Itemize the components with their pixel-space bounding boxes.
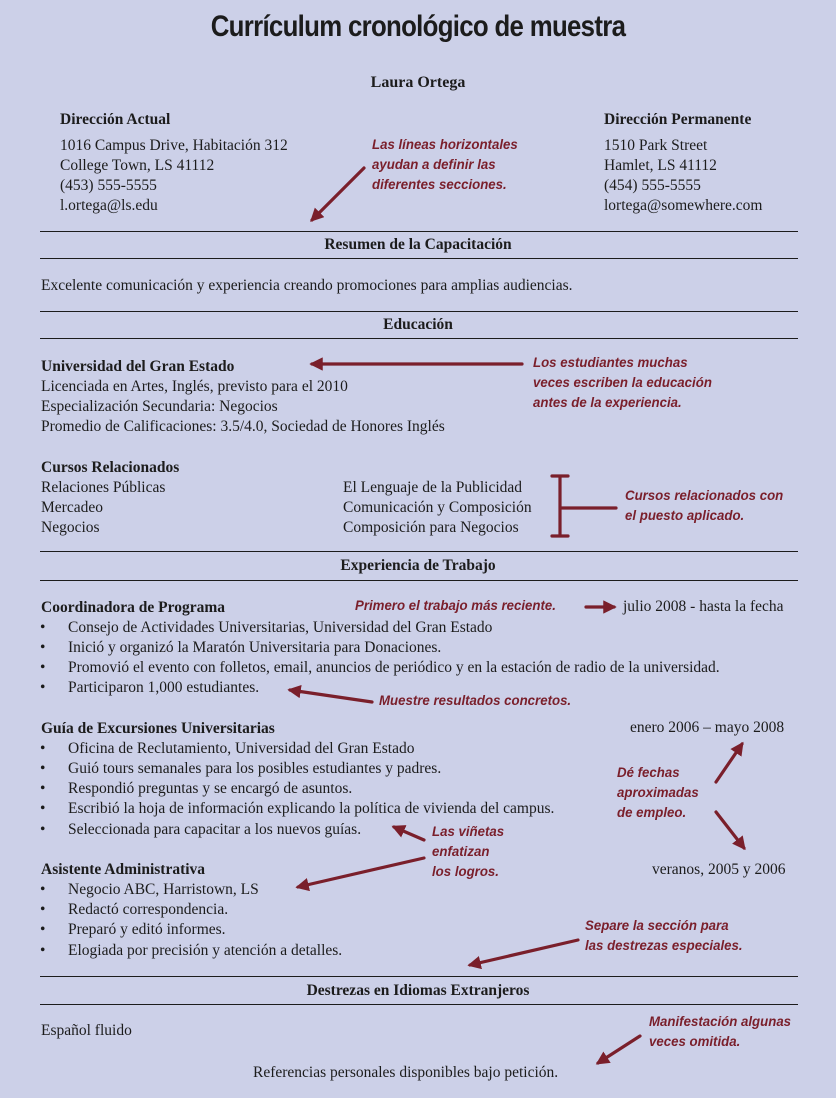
- job-bullet: • Consejo de Actividades Universitarias, Universidad del Gran Estado: [40, 619, 493, 636]
- summary-text: Excelente comunicación y experiencia creando promociones para amplias audiencias.: [41, 277, 573, 294]
- job-dates: julio 2008 - hasta la fecha: [623, 598, 784, 615]
- arrow-dates-down: [716, 812, 744, 848]
- arrow-bullets-down: [298, 858, 424, 887]
- job-bullet-text: Redactó correspondencia.: [68, 901, 229, 918]
- job-bullet-text: Preparó y editó informes.: [68, 921, 226, 938]
- annotation-line: Separe la sección para: [585, 918, 729, 933]
- courses-heading: Cursos Relacionados: [41, 459, 180, 476]
- job-bullet-text: Oficina de Reclutamiento, Universidad del Gran Estado: [68, 740, 415, 757]
- job-bullet: • Elogiada por precisión y atención a detalles.: [40, 942, 343, 959]
- job-bullet: • Respondió preguntas y se encargó de asuntos.: [40, 780, 353, 797]
- job-bullet: • Oficina de Reclutamiento, Universidad del Gran Estado: [40, 740, 415, 757]
- references-note: Referencias personales disponibles bajo petición.: [253, 1064, 559, 1081]
- course-item: Negocios: [41, 519, 100, 536]
- annotation-line: Dé fechas: [617, 765, 680, 780]
- job-bullet: • Redactó correspondencia.: [40, 901, 229, 918]
- job-bullet-text: Escribió la hoja de información explicando la política de vivienda del campus.: [68, 800, 555, 817]
- annotation-line: ayudan a definir las: [372, 157, 496, 172]
- job-dates: enero 2006 – mayo 2008: [630, 719, 785, 736]
- annotation-line: de empleo.: [617, 805, 687, 820]
- annotation-line: aproximadas: [617, 785, 699, 800]
- section-heading-languages: Destrezas en Idiomas Extranjeros: [306, 982, 530, 999]
- job-bullet: • Preparó y editó informes.: [40, 921, 226, 938]
- job-bullet: • Participaron 1,000 estudiantes.: [40, 679, 260, 696]
- current-address-line: l.ortega@ls.edu: [60, 197, 158, 214]
- page-title: Currículum cronológico de muestra: [210, 10, 626, 43]
- course-item: Composición para Negocios: [343, 519, 519, 536]
- course-item: Mercadeo: [41, 499, 103, 516]
- annotation-line: los logros.: [432, 864, 499, 879]
- annotation-line: enfatizan: [432, 844, 490, 859]
- job-bullet-text: Seleccionada para capacitar a los nuevos guías.: [68, 821, 362, 838]
- job-bullet-text: Guió tours semanales para los posibles estudiantes y padres.: [68, 760, 442, 777]
- school-name: Universidad del Gran Estado: [41, 358, 235, 375]
- course-item: Comunicación y Composición: [343, 499, 532, 516]
- job-bullet: • Promovió el evento con folletos, email, anuncios de periódico y en la estación de radio de la universidad.: [40, 659, 720, 676]
- permanent-address-line: lortega@somewhere.com: [604, 197, 763, 214]
- annotation-line: Las líneas horizontales: [372, 137, 518, 152]
- current-address-line: 1016 Campus Drive, Habitación 312: [60, 137, 288, 154]
- job-bullet-text: Consejo de Actividades Universitarias, Universidad del Gran Estado: [68, 619, 493, 636]
- course-item: Relaciones Públicas: [41, 479, 166, 496]
- annotation-line: veces omitida.: [649, 1034, 741, 1049]
- job-bullet: • Seleccionada para capacitar a los nuevos guías.: [40, 821, 362, 838]
- job-bullet-text: Inició y organizó la Maratón Universitaria para Donaciones.: [68, 639, 442, 656]
- arrow-omitted: [598, 1036, 640, 1063]
- job-bullet: • Guió tours semanales para los posibles estudiantes y padres.: [40, 760, 442, 777]
- candidate-name: Laura Ortega: [370, 74, 466, 91]
- permanent-address-line: Hamlet, LS 41112: [604, 157, 717, 174]
- annotation-line: diferentes secciones.: [372, 177, 507, 192]
- section-heading-education: Educación: [383, 316, 453, 333]
- annotation-line: el puesto aplicado.: [625, 508, 745, 523]
- arrow-lines: [312, 168, 364, 220]
- current-address-heading: Dirección Actual: [60, 111, 171, 128]
- section-heading-experience: Experiencia de Trabajo: [340, 557, 496, 574]
- annotation-recent-first: Primero el trabajo más reciente.: [355, 598, 556, 613]
- job-title: Guía de Excursiones Universitarias: [41, 720, 275, 737]
- course-item: El Lenguaje de la Publicidad: [343, 479, 523, 496]
- current-address-line: College Town, LS 41112: [60, 157, 215, 174]
- section-heading-summary: Resumen de la Capacitación: [324, 236, 512, 253]
- job-bullet-text: Promovió el evento con folletos, email, anuncios de periódico y en la estación de radio de la universidad.: [68, 659, 720, 676]
- job-bullet: • Inició y organizó la Maratón Universitaria para Donaciones.: [40, 639, 442, 656]
- job-bullet-text: Participaron 1,000 estudiantes.: [68, 679, 260, 696]
- job-bullet-text: Respondió preguntas y se encargó de asuntos.: [68, 780, 353, 797]
- arrow-bullets-up: [394, 827, 424, 840]
- education-line: Licenciada en Artes, Inglés, previsto para el 2010: [41, 378, 348, 395]
- job-dates: veranos, 2005 y 2006: [652, 861, 786, 878]
- annotation-line: veces escriben la educación: [533, 375, 712, 390]
- job-bullet: • Negocio ABC, Harristown, LS: [40, 881, 259, 898]
- language-skill: Español fluido: [41, 1022, 132, 1039]
- job-bullet-text: Negocio ABC, Harristown, LS: [68, 881, 259, 898]
- arrow-separate: [470, 940, 578, 965]
- arrow-results: [290, 690, 372, 702]
- permanent-address-heading: Dirección Permanente: [604, 111, 752, 128]
- annotation-line: antes de la experiencia.: [533, 395, 682, 410]
- education-line: Especialización Secundaria: Negocios: [41, 398, 278, 415]
- job-bullet: • Escribió la hoja de información explicando la política de vivienda del campus.: [40, 800, 555, 817]
- annotation-line: Manifestación algunas: [649, 1014, 792, 1029]
- permanent-address-line: (454) 555-5555: [604, 177, 701, 194]
- job-bullet-text: Elogiada por precisión y atención a detalles.: [68, 942, 343, 959]
- annotation-results: Muestre resultados concretos.: [379, 693, 572, 708]
- arrow-dates-up: [716, 744, 742, 782]
- job-title: Coordinadora de Programa: [41, 599, 225, 616]
- courses-bracket: [552, 476, 616, 536]
- job-title: Asistente Administrativa: [41, 861, 206, 878]
- annotation-line: Cursos relacionados con: [625, 488, 784, 503]
- annotation-line: Los estudiantes muchas: [533, 355, 688, 370]
- annotation-line: las destrezas especiales.: [585, 938, 743, 953]
- current-address-line: (453) 555-5555: [60, 177, 157, 194]
- permanent-address-line: 1510 Park Street: [604, 137, 708, 154]
- annotation-line: Las viñetas: [432, 824, 505, 839]
- education-line: Promedio de Calificaciones: 3.5/4.0, Sociedad de Honores Inglés: [41, 418, 445, 435]
